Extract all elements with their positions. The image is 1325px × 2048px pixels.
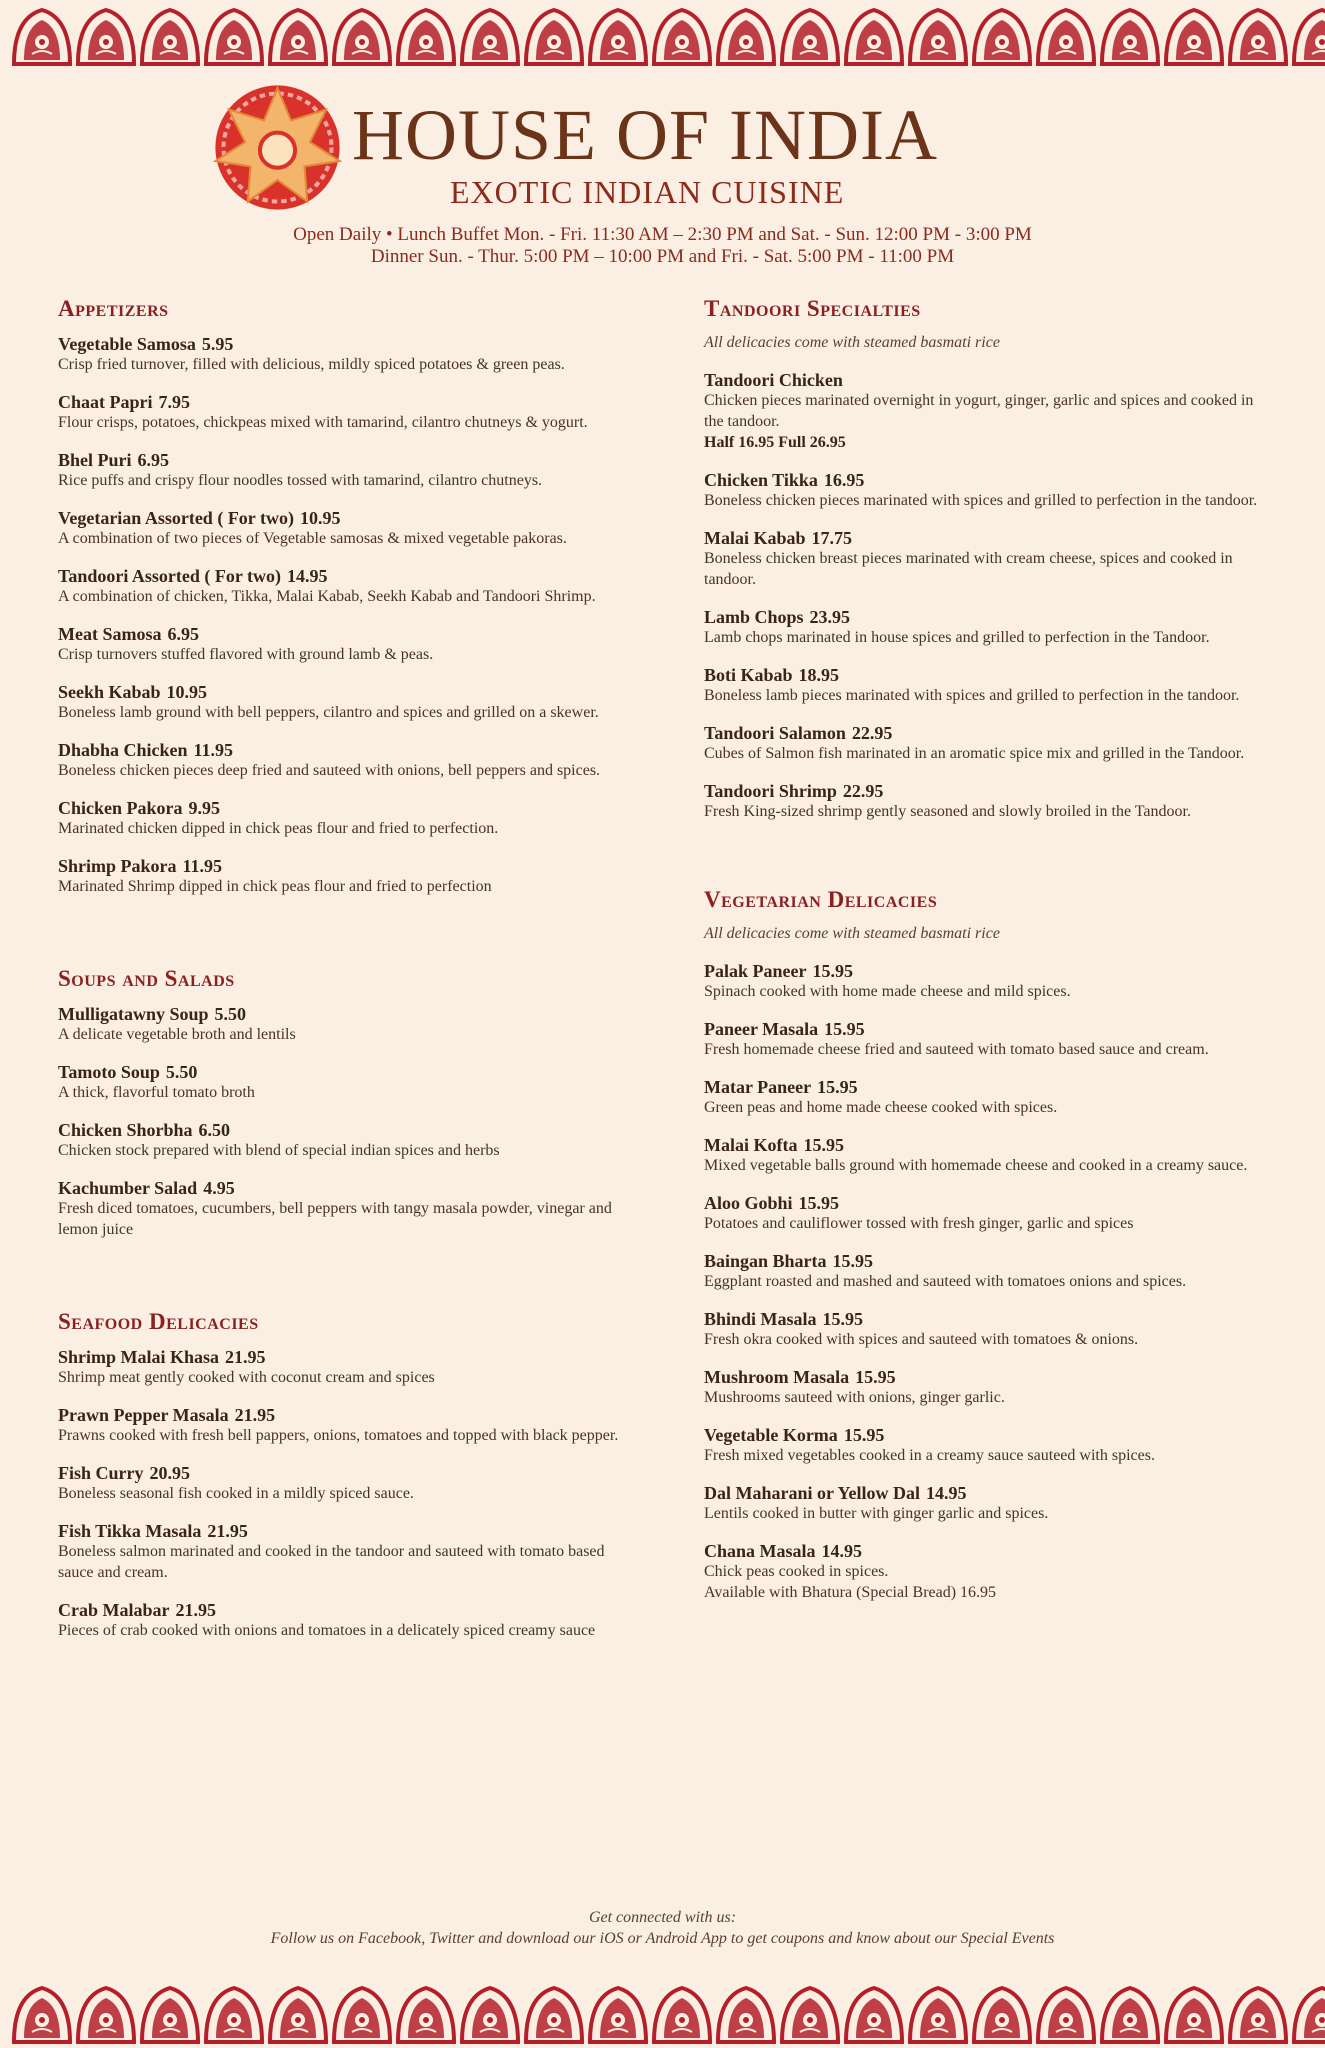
menu-right-column [704, 296, 1274, 1620]
menu-item-name [704, 1019, 1274, 1039]
paisley-border-icon [0, 0, 1325, 70]
item-description: Boneless salmon marinated and cooked in the tandoor and sauteed with tomato based sauce and cream. [58, 1543, 605, 1581]
menu-item-name [58, 1405, 628, 1425]
item-description: Cubes of Salmon fish marinated in an aromatic spice mix and grilled in the Tandoor. [704, 745, 1245, 762]
menu-item-name [58, 566, 628, 586]
item-description: Marinated chicken dipped in chick peas flour and fried to perfection. [58, 820, 499, 837]
appetizers-section [58, 296, 628, 897]
item-price: 17.75 [811, 528, 853, 548]
item-description: Shrimp meat gently cooked with coconut cream and spices [58, 1369, 435, 1386]
menu-item-name [58, 1347, 628, 1367]
menu-item-name [704, 1425, 1274, 1445]
item-price: 20.95 [149, 1463, 190, 1483]
item-description: Fresh King-sized shrimp gently seasoned and slowly broiled in the Tandoor. [704, 803, 1191, 820]
item-description: A combination of chicken, Tikka, Malai Kabab, Seekh Kabab and Tandoori Shrimp. [58, 588, 596, 605]
item-title: Dal Maharani or Yellow Dal [704, 1483, 920, 1503]
section-note: All delicacies come with steamed basmati rice [704, 925, 1000, 942]
item-title: Vegetarian Assorted ( For two) [58, 508, 294, 528]
item-description: Green peas and home made cheese cooked with spices. [704, 1099, 1058, 1116]
menu-item [58, 856, 628, 897]
item-description: Boneless chicken pieces deep fried and sauteed with onions, bell peppers and spices. [58, 762, 601, 779]
item-description: Mixed vegetable balls ground with homemade cheese and cooked in a creamy sauce. [704, 1157, 1248, 1174]
item-price-options: Half 16.95 Full 26.95 [704, 434, 846, 451]
item-title: Baingan Bharta [704, 1251, 827, 1271]
item-title: Chicken Pakora [58, 798, 183, 818]
item-description: Marinated Shrimp dipped in chick peas flour and fried to perfection [58, 878, 492, 895]
menu-item-name [704, 1251, 1274, 1271]
menu-item-name [704, 1541, 1274, 1561]
item-description: Fresh mixed vegetables cooked in a creamy sauce sauteed with spices. [704, 1447, 1155, 1464]
item-description: Mushrooms sauteed with onions, ginger garlic. [704, 1389, 1005, 1406]
menu-item [704, 1135, 1274, 1176]
item-title: Vegetable Korma [704, 1425, 838, 1445]
item-title: Fish Tikka Masala [58, 1521, 202, 1541]
item-title: Chaat Papri [58, 392, 153, 412]
item-price: 23.95 [809, 607, 851, 627]
menu-item [704, 781, 1274, 822]
item-title: Chicken Shorbha [58, 1120, 193, 1140]
menu-item-name [704, 723, 1274, 743]
item-price: 15.95 [855, 1367, 896, 1387]
footer [0, 1907, 1325, 1949]
menu-item-name [58, 856, 628, 876]
section-title: Soups and Salads [58, 966, 235, 991]
menu-item-name [58, 450, 628, 470]
item-price: 6.95 [167, 624, 199, 644]
item-title: Chicken Tikka [704, 470, 818, 490]
item-description: Chick peas cooked in spices. [704, 1563, 889, 1580]
menu-item [704, 1309, 1274, 1350]
item-title: Paneer Masala [704, 1019, 819, 1039]
menu-item-name [58, 798, 628, 818]
menu-item-name [58, 1463, 628, 1483]
menu-item [58, 740, 628, 781]
item-title: Fish Curry [58, 1463, 144, 1483]
item-description: Boneless chicken breast pieces marinated with cream cheese, spices and cooked in tandoor. [704, 550, 1233, 588]
item-title: Tandoori Shrimp [704, 781, 837, 801]
item-description: Boneless lamb ground with bell peppers, cilantro and spices and grilled on a skewer. [58, 704, 599, 721]
menu-item-name [704, 470, 1274, 490]
hours-line-2: Dinner Sun. - Thur. 5:00 PM – 10:00 PM and Fri. - Sat. 5:00 PM - 11:00 PM [370, 246, 955, 267]
item-title: Chana Masala [704, 1541, 816, 1561]
item-description: Fresh okra cooked with spices and sauteed with tomatoes & onions. [704, 1331, 1139, 1348]
menu-item [704, 961, 1274, 1002]
item-title: Tandoori Salamon [704, 723, 846, 743]
menu-item [704, 1193, 1274, 1234]
item-price: 16.95 [823, 470, 865, 490]
menu-item-name [58, 682, 628, 702]
footer-line-2: Follow us on Facebook, Twitter and download our iOS or Android App to get coupons and know about our Special Events [270, 1930, 1055, 1947]
menu-item-name [704, 528, 1274, 548]
item-price: 22.95 [842, 781, 884, 801]
paisley-border-icon [0, 1978, 1325, 2048]
item-price: 10.95 [166, 682, 208, 702]
section-title: Vegetarian Delicacies [704, 887, 938, 912]
menu-item [704, 1367, 1274, 1408]
menu-item-name [58, 624, 628, 644]
item-description: Crisp fried turnover, filled with delicious, mildly spiced potatoes & green peas. [58, 356, 565, 373]
item-price: 18.95 [798, 665, 840, 685]
item-price: 15.95 [812, 961, 853, 981]
menu-item [58, 1004, 628, 1045]
menu-item-name [704, 781, 1274, 801]
menu-item-name [704, 1077, 1274, 1097]
menu-item [704, 528, 1274, 590]
item-title: Crab Malabar [58, 1600, 170, 1620]
item-price: 15.95 [824, 1019, 865, 1039]
section-title: Appetizers [58, 296, 169, 321]
item-price: 6.95 [137, 450, 170, 470]
item-description: A delicate vegetable broth and lentils [58, 1026, 296, 1043]
menu-item-name [704, 1367, 1274, 1387]
item-description: Eggplant roasted and mashed and sauteed with tomatoes onions and spices. [704, 1273, 1187, 1290]
menu-item [704, 370, 1274, 453]
item-description: Available with Bhatura (Special Bread) 16.95 [704, 1584, 997, 1601]
item-description: Rice puffs and crispy flour noodles tossed with tamarind, cilantro chutneys. [58, 472, 543, 489]
item-description: Prawns cooked with fresh bell pappers, onions, tomatoes and topped with black pepper. [58, 1427, 619, 1444]
menu-item [704, 1077, 1274, 1118]
menu-item [58, 1521, 628, 1583]
item-description: Flour crisps, potatoes, chickpeas mixed with tamarind, cilantro chutneys & yogurt. [58, 414, 588, 431]
menu-item-name [58, 392, 628, 412]
item-price: 5.95 [201, 334, 234, 354]
menu-item [58, 624, 628, 665]
menu-item [58, 392, 628, 433]
seafood-section [58, 1309, 628, 1641]
item-title: Tamoto Soup [58, 1062, 160, 1082]
item-title: Vegetable Samosa [58, 334, 196, 354]
menu-item [58, 1600, 628, 1641]
menu-item-name [58, 1004, 628, 1024]
item-description: A combination of two pieces of Vegetable samosas & mixed vegetable pakoras. [58, 530, 567, 547]
hours-line-1: Open Daily • Lunch Buffet Mon. - Fri. 11:30 AM – 2:30 PM and Sat. - Sun. 12:00 PM - 3:00 PM [293, 224, 1032, 245]
item-price: 14.95 [821, 1541, 863, 1561]
section-title: Seafood Delicacies [58, 1309, 259, 1334]
menu-item-name [58, 1120, 628, 1140]
decorative-border-bottom [0, 1978, 1325, 2048]
tandoori-section [704, 296, 1274, 822]
item-title: Kachumber Salad [58, 1178, 198, 1198]
item-description: Boneless chicken pieces marinated with spices and grilled to perfection in the tandoor. [704, 492, 1258, 509]
menu-item [704, 470, 1274, 511]
item-title: Aloo Gobhi [704, 1193, 793, 1213]
item-price: 15.95 [832, 1251, 874, 1271]
menu-item [58, 334, 628, 375]
item-description: Lentils cooked in butter with ginger garlic and spices. [704, 1505, 1049, 1522]
item-price: 5.50 [214, 1004, 247, 1024]
menu-item-name [58, 334, 628, 354]
menu-item-name [704, 370, 1274, 390]
restaurant-subtitle: EXOTIC INDIAN CUISINE [450, 174, 845, 210]
item-title: Seekh Kabab [58, 682, 161, 702]
item-price: 21.95 [207, 1521, 248, 1541]
item-description: Fresh homemade cheese fried and sauteed with tomato based sauce and cream. [704, 1041, 1209, 1058]
item-title: Malai Kofta [704, 1135, 798, 1155]
item-description: A thick, flavorful tomato broth [58, 1084, 255, 1101]
opening-hours [0, 224, 1325, 268]
item-price: 7.95 [158, 392, 190, 412]
item-description: Pieces of crab cooked with onions and tomatoes in a delicately spiced creamy sauce [58, 1622, 596, 1639]
item-description: Chicken pieces marinated overnight in yogurt, ginger, garlic and spices and cooked in the tandoor. [704, 392, 1254, 430]
item-price: 11.95 [182, 856, 223, 876]
menu-item-name [58, 1062, 628, 1082]
item-price: 14.95 [287, 566, 328, 586]
section-note: All delicacies come with steamed basmati rice [704, 334, 1000, 351]
item-title: Malai Kabab [704, 528, 806, 548]
item-price: 6.50 [198, 1120, 231, 1140]
item-price: 5.50 [165, 1062, 198, 1082]
item-price: 22.95 [851, 723, 893, 743]
menu-item [704, 1483, 1274, 1524]
item-title: Meat Samosa [58, 624, 162, 644]
item-title: Dhabha Chicken [58, 740, 188, 760]
menu-left-column [58, 296, 628, 1658]
menu-item [58, 798, 628, 839]
menu-item [58, 1178, 628, 1240]
item-title: Mulligatawny Soup [58, 1004, 209, 1024]
menu-item-name [704, 1483, 1274, 1503]
item-description: Chicken stock prepared with blend of special indian spices and herbs [58, 1142, 500, 1159]
menu-item-name [58, 740, 628, 760]
item-title: Tandoori Chicken [704, 370, 843, 390]
item-title: Shrimp Malai Khasa [58, 1347, 220, 1367]
section-title: Tandoori Specialties [704, 296, 921, 321]
menu-item [704, 723, 1274, 764]
menu-item [58, 508, 628, 549]
item-description: Boneless seasonal fish cooked in a mildly spiced sauce. [58, 1485, 414, 1502]
item-title: Boti Kabab [704, 665, 793, 685]
item-title: Shrimp Pakora [58, 856, 177, 876]
item-price: 15.95 [843, 1425, 885, 1445]
star-logo-icon [210, 80, 345, 215]
menu-item [58, 1463, 628, 1504]
item-price: 11.95 [193, 740, 234, 760]
item-price: 15.95 [798, 1193, 840, 1213]
soups-section [58, 966, 628, 1240]
menu-item [704, 607, 1274, 648]
menu-item-name [58, 1600, 628, 1620]
item-price: 21.95 [175, 1600, 216, 1620]
item-description: Lamb chops marinated in house spices and grilled to perfection in the Tandoor. [704, 629, 1210, 646]
item-title: Matar Paneer [704, 1077, 812, 1097]
menu-item-name [704, 1193, 1274, 1213]
item-title: Lamb Chops [704, 607, 804, 627]
decorative-border-top [0, 0, 1325, 70]
item-price: 14.95 [926, 1483, 967, 1503]
item-title: Mushroom Masala [704, 1367, 850, 1387]
menu-item-name [58, 1178, 628, 1198]
item-title: Bhel Puri [58, 450, 132, 470]
item-price: 21.95 [225, 1347, 266, 1367]
item-title: Bhindi Masala [704, 1309, 817, 1329]
menu-item [58, 1120, 628, 1161]
menu-item [704, 1425, 1274, 1466]
menu-item-name [704, 961, 1274, 981]
footer-line-1: Get connected with us: [588, 1909, 737, 1926]
menu-item [704, 1019, 1274, 1060]
menu-item [58, 1405, 628, 1446]
item-title: Tandoori Assorted ( For two) [58, 566, 282, 586]
menu-item [704, 1251, 1274, 1292]
menu-item [58, 682, 628, 723]
item-price: 4.95 [203, 1178, 235, 1198]
restaurant-title: HOUSE OF INDIA [352, 95, 938, 175]
menu-item [58, 1062, 628, 1103]
menu-item [58, 566, 628, 607]
item-description: Potatoes and cauliflower tossed with fresh ginger, garlic and spices [704, 1215, 1134, 1232]
item-description: Spinach cooked with home made cheese and mild spices. [704, 983, 1071, 1000]
vegetarian-section [704, 887, 1274, 1603]
menu-item [704, 1541, 1274, 1603]
menu-item-name [704, 665, 1274, 685]
menu-item-name [704, 1309, 1274, 1329]
item-description: Boneless lamb pieces marinated with spices and grilled to perfection in the tandoor. [704, 687, 1240, 704]
item-description: Crisp turnovers stuffed flavored with ground lamb & peas. [58, 646, 434, 663]
menu-item-name [58, 508, 628, 528]
menu-item-name [58, 1521, 628, 1541]
menu-item [58, 450, 628, 491]
menu-item-name [704, 1135, 1274, 1155]
item-title: Prawn Pepper Masala [58, 1405, 229, 1425]
item-description: Fresh diced tomatoes, cucumbers, bell peppers with tangy masala powder, vinegar and lemon juice [58, 1200, 612, 1238]
item-title: Palak Paneer [704, 961, 807, 981]
item-price: 9.95 [188, 798, 221, 818]
item-price: 15.95 [803, 1135, 844, 1155]
menu-item-name [704, 607, 1274, 627]
item-price: 10.95 [299, 508, 341, 528]
menu-item [58, 1347, 628, 1388]
item-price: 15.95 [822, 1309, 864, 1329]
item-price: 21.95 [234, 1405, 276, 1425]
item-price: 15.95 [817, 1077, 858, 1097]
menu-item [704, 665, 1274, 706]
